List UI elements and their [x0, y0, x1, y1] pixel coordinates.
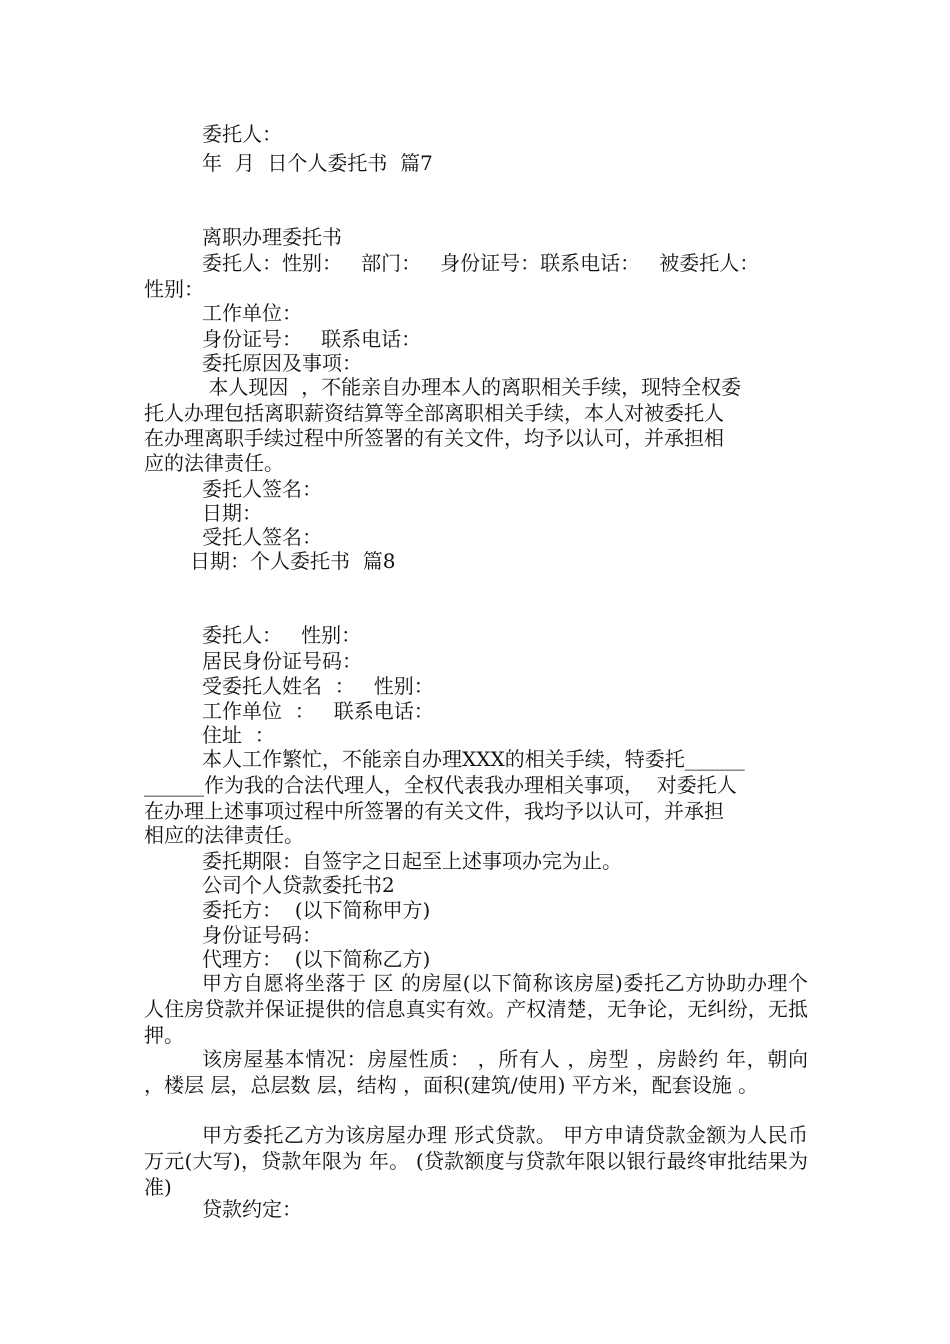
text-line: 居民身份证号码：	[202, 649, 362, 673]
text-line: 委托人： 性别：	[202, 623, 362, 647]
text-line: 委托方： (以下简称甲方)	[202, 898, 431, 922]
text-line: 受托人签名：	[202, 525, 322, 549]
text-line: 委托人：	[202, 122, 282, 146]
paragraph: 甲方自愿将坐落于 区 的房屋(以下简称该房屋)委托乙方协助办理个人住房贷款并保证提供的信息真实有效。产权清楚，无争论，无纠纷，无抵押。	[144, 971, 808, 1047]
section-title: 公司个人贷款委托书2	[202, 873, 395, 897]
text-line: 身份证号码：	[202, 923, 322, 947]
text-line: 委托人签名：	[202, 477, 322, 501]
text-line: 在办理上述事项过程中所签署的有关文件，我均予以认可，并承担	[144, 799, 724, 823]
text-line: 委托原因及事项：	[202, 351, 362, 375]
text-line: 性别：	[144, 277, 204, 301]
text-line: 相应的法律责任。	[144, 823, 304, 847]
text-line: 托人办理包括离职薪资结算等全部离职相关手续，本人对被委托人	[144, 401, 724, 425]
section-title: 离职办理委托书	[202, 225, 342, 249]
text-line: 代理方： (以下简称乙方)	[202, 947, 431, 971]
text-line: 委托人：性别： 部门： 身份证号：联系电话： 被委托人：	[202, 251, 760, 275]
text-line: 身份证号： 联系电话：	[202, 327, 422, 351]
text-line: 委托期限：自签字之日起至上述事项办完为止。	[202, 849, 622, 873]
text-line: ______作为我的合法代理人，全权代表我办理相关事项， 对委托人	[144, 773, 737, 797]
paragraph: 甲方委托乙方为该房屋办理 形式贷款。 甲方申请贷款金额为人民币 万元(大写)，贷款年限为 年。 (贷款额度与贷款年限以银行最终审批结果为准)	[144, 1123, 808, 1199]
text-line: 住址 ：	[202, 723, 275, 747]
paragraph: 该房屋基本情况：房屋性质： ，所有人 ，房型 ，房龄约 年，朝向 ，楼层 层，总层数 层，结构 ，面积(建筑/使用) 平方米，配套设施 。	[144, 1047, 808, 1097]
text-line: 在办理离职手续过程中所签署的有关文件，均予以认可，并承担相	[144, 426, 724, 450]
text-line: 应的法律责任。	[144, 451, 284, 475]
text-line: 日期：	[202, 501, 262, 525]
text-line: 贷款约定：	[202, 1197, 302, 1221]
text-line: 受委托人姓名 ： 性别：	[202, 674, 434, 698]
text-line: 本人现因 ，不能亲自办理本人的离职相关手续，现特全权委	[202, 375, 742, 399]
text-line: 工作单位 ： 联系电话：	[202, 699, 434, 723]
text-line: 工作单位：	[202, 301, 302, 325]
text-line: 本人工作繁忙，不能亲自办理XXX的相关手续，特委托______	[202, 747, 745, 771]
text-line: 年 月 日个人委托书 篇7	[202, 151, 433, 175]
text-line: 日期：个人委托书 篇8	[190, 549, 396, 573]
